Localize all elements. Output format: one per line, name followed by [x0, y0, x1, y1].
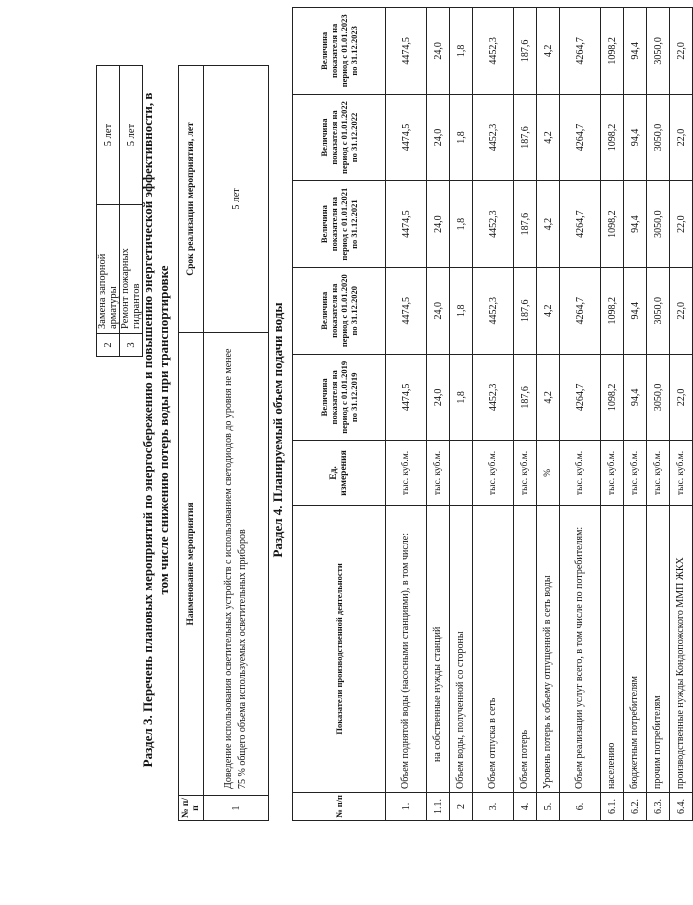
value-cell: 4,2 — [537, 181, 560, 268]
header-num: № п/п — [293, 793, 386, 821]
value-cell: 3050,0 — [647, 354, 670, 441]
header-unit: Ед. измерения — [293, 441, 386, 506]
value-cell: 24,0 — [427, 8, 450, 95]
header-period-2023: Величина показателя на период с 01.01.2023 по 31.12.2023 — [293, 8, 386, 95]
header-period-2022: Величина показателя на период с 01.01.2022 по 31.12.2022 — [293, 94, 386, 181]
value-cell: 94,4 — [624, 354, 647, 441]
row-number: 2 — [450, 793, 473, 821]
value-cell: 4,2 — [537, 8, 560, 95]
unit-cell: тыс. куб.м. — [514, 441, 537, 506]
value-cell: 187,6 — [514, 267, 537, 354]
unit-cell: тыс. куб.м. — [624, 441, 647, 506]
table-row — [647, 8, 670, 821]
indicator-name: прочим потребителям — [647, 505, 670, 792]
indicator-name: Объем потерь — [514, 505, 537, 792]
value-cell: 4264,7 — [560, 8, 601, 95]
measure-name: Ремонт пожарных гидрантов — [120, 205, 143, 334]
row-number: 3. — [473, 793, 514, 821]
indicator-name: Объем отпуска в сеть — [473, 505, 514, 792]
indicator-name: населению — [601, 505, 624, 792]
value-cell: 4264,7 — [560, 267, 601, 354]
row-number: 1. — [386, 793, 427, 821]
value-cell: 3050,0 — [647, 94, 670, 181]
measure-term: 5 лет — [204, 66, 269, 333]
table-row — [670, 8, 693, 821]
indicator-name: на собственные нужды станций — [427, 505, 450, 792]
value-cell: 4452,3 — [473, 94, 514, 181]
indicator-name: Объем реализации услуг всего, в том числе по потребителям: — [560, 505, 601, 792]
row-number: 6.1. — [601, 793, 624, 821]
row-number: 6.2. — [624, 793, 647, 821]
table-row — [97, 66, 120, 357]
measure-term: 5 лет — [97, 66, 120, 205]
value-cell: 1098,2 — [601, 267, 624, 354]
table-row — [601, 8, 624, 821]
indicator-name: Объем поднятой воды (насосными станциями), в том числе: — [386, 505, 427, 792]
value-cell: 1098,2 — [601, 181, 624, 268]
table-row — [624, 8, 647, 821]
value-cell: 4,2 — [537, 267, 560, 354]
measure-name: Замена запорной арматуры — [97, 205, 120, 334]
unit-cell: тыс. куб.м. — [647, 441, 670, 506]
value-cell: 94,4 — [624, 8, 647, 95]
table-row — [473, 8, 514, 821]
value-cell: 94,4 — [624, 267, 647, 354]
unit-cell: тыс. куб.м. — [473, 441, 514, 506]
value-cell: 4452,3 — [473, 8, 514, 95]
value-cell: 1,8 — [450, 267, 473, 354]
section4-title: Раздел 4. Планируемый объем подачи воды — [270, 302, 285, 558]
unit-cell: тыс. куб.м. — [386, 441, 427, 506]
table-header-row — [179, 66, 204, 821]
value-cell: 3050,0 — [647, 267, 670, 354]
value-cell: 1,8 — [450, 354, 473, 441]
table-row — [537, 8, 560, 821]
unit-cell: тыс. куб.м. — [560, 441, 601, 506]
value-cell: 4452,3 — [473, 267, 514, 354]
value-cell: 4474,5 — [386, 354, 427, 441]
header-indicator: Показатели производственной деятельности — [293, 505, 386, 792]
value-cell: 22,0 — [670, 267, 693, 354]
table-row — [204, 66, 269, 821]
measures-table-continued — [96, 65, 143, 357]
value-cell: 4264,7 — [560, 181, 601, 268]
table-header-row — [293, 8, 386, 821]
measure-term: 5 лет — [120, 66, 143, 205]
value-cell: 3050,0 — [647, 181, 670, 268]
value-cell: 187,6 — [514, 8, 537, 95]
header-period-2020: Величина показателя на период с 01.01.2020 по 31.12.2020 — [293, 267, 386, 354]
value-cell: 94,4 — [624, 94, 647, 181]
value-cell: 4,2 — [537, 94, 560, 181]
row-number: 1 — [204, 796, 269, 821]
row-number: 6. — [560, 793, 601, 821]
value-cell: 24,0 — [427, 267, 450, 354]
value-cell: 4452,3 — [473, 354, 514, 441]
value-cell: 4474,5 — [386, 94, 427, 181]
energy-saving-table — [178, 65, 269, 821]
value-cell: 4264,7 — [560, 354, 601, 441]
value-cell: 24,0 — [427, 354, 450, 441]
value-cell: 4474,5 — [386, 8, 427, 95]
value-cell: 4474,5 — [386, 181, 427, 268]
value-cell: 187,6 — [514, 354, 537, 441]
row-number: 2 — [97, 334, 120, 357]
value-cell: 1,8 — [450, 8, 473, 95]
value-cell: 4,2 — [537, 354, 560, 441]
value-cell: 187,6 — [514, 94, 537, 181]
unit-cell: % — [537, 441, 560, 506]
value-cell: 24,0 — [427, 94, 450, 181]
unit-cell: тыс. куб.м. — [670, 441, 693, 506]
value-cell: 1,8 — [450, 94, 473, 181]
value-cell: 1098,2 — [601, 94, 624, 181]
table-row — [560, 8, 601, 821]
value-cell: 22,0 — [670, 354, 693, 441]
value-cell: 1098,2 — [601, 354, 624, 441]
indicator-name: Объем воды, полученной со стороны — [450, 505, 473, 792]
value-cell: 3050,0 — [647, 8, 670, 95]
row-number: 3 — [120, 334, 143, 357]
value-cell: 4264,7 — [560, 94, 601, 181]
value-cell: 4452,3 — [473, 181, 514, 268]
value-cell: 187,6 — [514, 181, 537, 268]
unit-cell: тыс. куб.м. — [427, 441, 450, 506]
row-number: 6.3. — [647, 793, 670, 821]
table-row — [427, 8, 450, 821]
row-number: 5. — [537, 793, 560, 821]
indicator-name: Уровень потерь к объему отпущенной в сеть воды — [537, 505, 560, 792]
row-number: 6.4. — [670, 793, 693, 821]
value-cell: 1098,2 — [601, 8, 624, 95]
measure-name: Доведение использования осветительных устройств с использованием светодиодов до уровня не менее 75 % общего объема используемых осветительных приборов — [204, 333, 269, 796]
value-cell: 24,0 — [427, 181, 450, 268]
header-measure-name: Наименование мероприятия — [179, 333, 204, 796]
table-row — [450, 8, 473, 821]
value-cell: 1,8 — [450, 181, 473, 268]
water-supply-table-body — [386, 8, 693, 821]
unit-cell — [450, 441, 473, 506]
value-cell: 22,0 — [670, 181, 693, 268]
indicator-name: бюджетным потребителям — [624, 505, 647, 792]
indicator-name: производственные нужды Кондопожского ММП ЖКХ — [670, 505, 693, 792]
row-number: 1.1. — [427, 793, 450, 821]
header-num: № п/п — [179, 796, 204, 821]
table-row — [386, 8, 427, 821]
value-cell: 22,0 — [670, 94, 693, 181]
section3-title: Раздел 3. Перечень плановых мероприятий по энергосбережению и повышению энергетической эффективности, в том числе снижению потерь воды при транспортировке — [140, 92, 171, 768]
table-row — [514, 8, 537, 821]
value-cell: 4474,5 — [386, 267, 427, 354]
value-cell: 22,0 — [670, 8, 693, 95]
header-term: Срок реализации мероприятия, лет — [179, 66, 204, 333]
value-cell: 94,4 — [624, 181, 647, 268]
water-supply-table — [292, 7, 693, 821]
header-period-2019: Величина показателя на период с 01.01.2019 по 31.12.2019 — [293, 354, 386, 441]
row-number: 4. — [514, 793, 537, 821]
header-period-2021: Величина показателя на период с 01.01.2021 по 31.12.2021 — [293, 181, 386, 268]
unit-cell: тыс. куб.м. — [601, 441, 624, 506]
